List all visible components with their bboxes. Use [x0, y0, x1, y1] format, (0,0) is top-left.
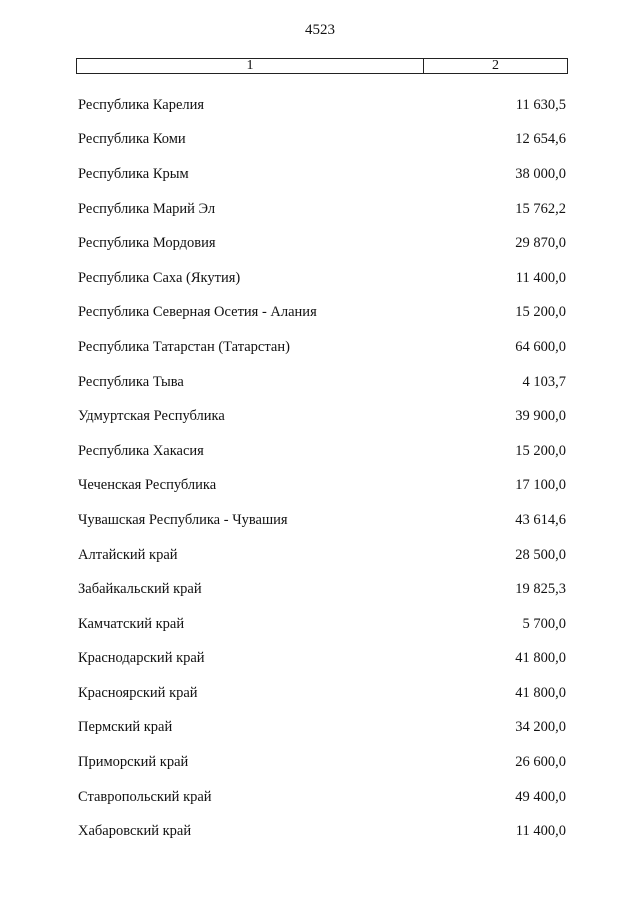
page-number: 4523 [305, 22, 335, 38]
table-row [78, 642, 566, 677]
table-row [78, 123, 566, 158]
table-row [78, 157, 566, 192]
column-header-1: 1 [77, 59, 424, 73]
region-name: Чувашская Республика - Чувашия [78, 511, 288, 528]
table-row [78, 365, 566, 400]
table-row [78, 434, 566, 469]
region-value: 39 900,0 [515, 408, 566, 425]
region-name: Удмуртская Республика [78, 408, 225, 425]
table-row [78, 192, 566, 227]
table-row [78, 711, 566, 746]
region-value: 29 870,0 [515, 235, 566, 252]
table-row [78, 745, 566, 780]
region-value: 15 200,0 [515, 304, 566, 321]
region-value: 17 100,0 [515, 477, 566, 494]
region-value: 41 800,0 [515, 684, 566, 701]
region-name: Чеченская Республика [78, 477, 217, 494]
region-value: 64 600,0 [515, 338, 566, 355]
region-value: 11 400,0 [515, 269, 566, 286]
region-value: 49 400,0 [515, 788, 566, 805]
region-name: Республика Саха (Якутия) [78, 269, 241, 286]
region-value: 41 800,0 [515, 650, 566, 667]
table-body [78, 88, 566, 849]
table-row [78, 814, 566, 849]
table-row [78, 572, 566, 607]
region-name: Ставропольский край [78, 788, 212, 805]
region-value: 4 103,7 [522, 373, 566, 390]
region-value: 15 762,2 [515, 200, 566, 217]
table-row [78, 330, 566, 365]
table-row [78, 780, 566, 815]
table-row [78, 503, 566, 538]
region-value: 11 630,5 [515, 96, 566, 113]
region-name: Республика Мордовия [78, 235, 216, 252]
region-name: Республика Северная Осетия - Алания [78, 304, 317, 321]
region-name: Республика Хакасия [78, 442, 204, 459]
region-name: Республика Крым [78, 165, 189, 182]
region-value: 34 200,0 [515, 719, 566, 736]
region-name: Приморский край [78, 754, 189, 771]
table-row [78, 261, 566, 296]
region-value: 5 700,0 [522, 615, 566, 632]
table-row [78, 469, 566, 504]
region-name: Республика Тыва [78, 373, 184, 390]
region-name: Красноярский край [78, 684, 198, 701]
region-value: 28 500,0 [515, 546, 566, 563]
region-name: Камчатский край [78, 615, 185, 632]
region-name: Пермский край [78, 719, 173, 736]
region-value: 12 654,6 [515, 131, 566, 148]
region-value: 19 825,3 [515, 581, 566, 598]
region-name: Республика Марий Эл [78, 200, 216, 217]
table-row [78, 226, 566, 261]
region-name: Республика Коми [78, 131, 186, 148]
region-name: Хабаровский край [78, 823, 192, 840]
table-column-header [76, 58, 568, 74]
region-value: 11 400,0 [515, 823, 566, 840]
region-value: 43 614,6 [515, 511, 566, 528]
region-name: Республика Карелия [78, 96, 205, 113]
region-value: 15 200,0 [515, 442, 566, 459]
table-row [78, 607, 566, 642]
table-row [78, 88, 566, 123]
region-name: Краснодарский край [78, 650, 205, 667]
table-row [78, 676, 566, 711]
region-name: Республика Татарстан (Татарстан) [78, 338, 290, 355]
table-row [78, 296, 566, 331]
region-value: 26 600,0 [515, 754, 566, 771]
table-row [78, 399, 566, 434]
region-name: Алтайский край [78, 546, 178, 563]
region-name: Забайкальский край [78, 581, 202, 598]
column-header-2: 2 [492, 58, 499, 73]
region-value: 38 000,0 [515, 165, 566, 182]
table-row [78, 538, 566, 573]
